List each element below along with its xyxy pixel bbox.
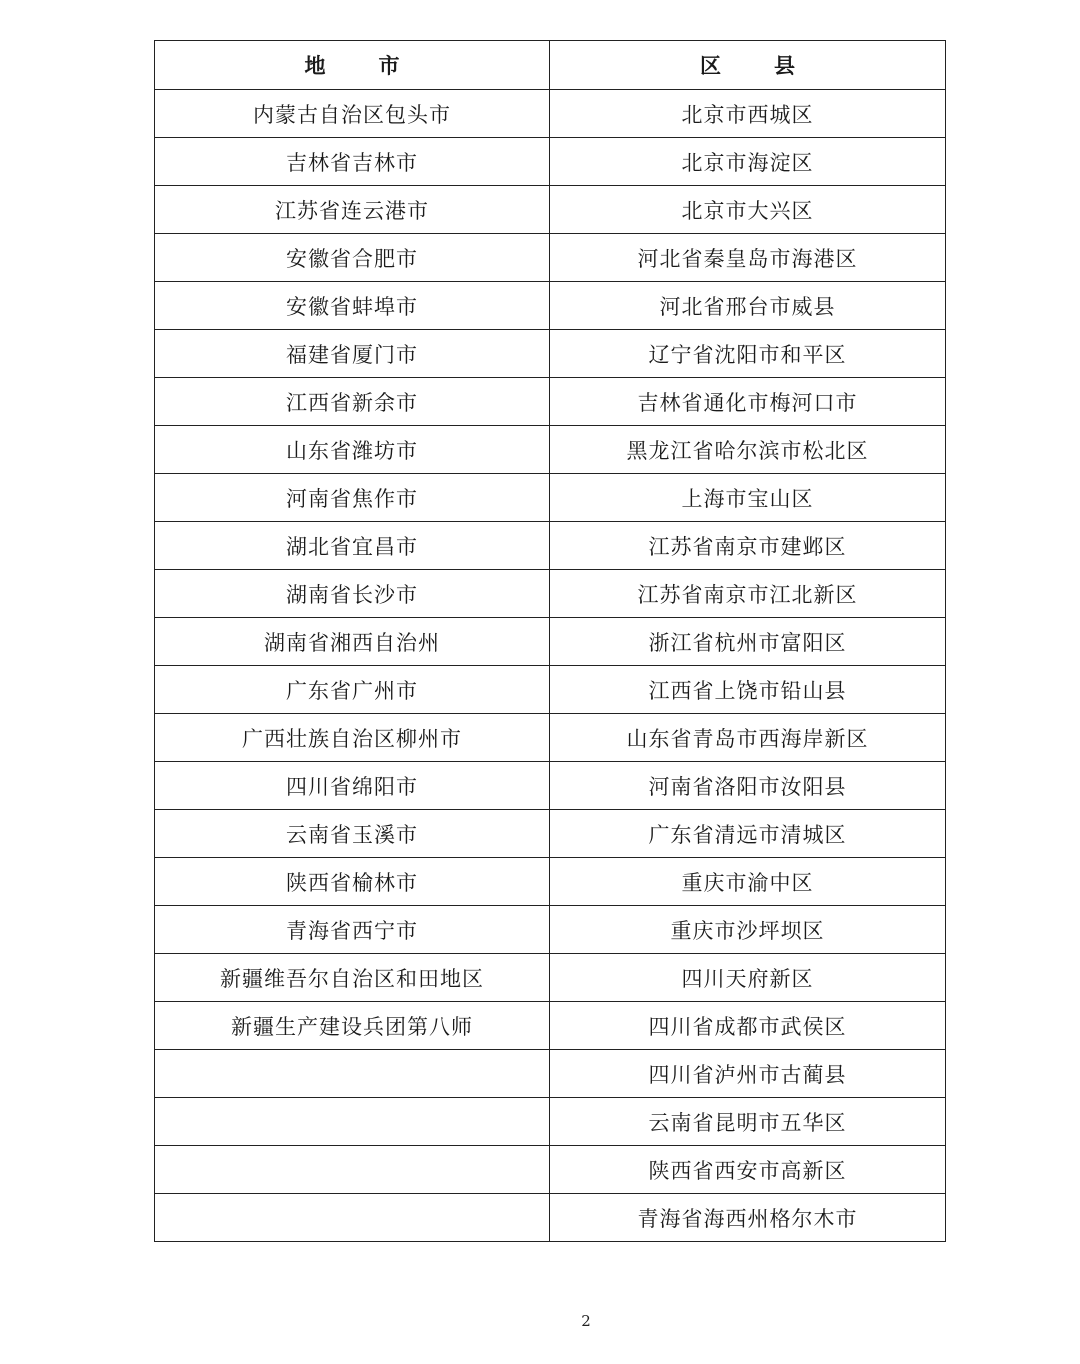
district-cell: 山东省青岛市西海岸新区 (550, 714, 946, 762)
city-cell: 湖南省长沙市 (155, 570, 550, 618)
city-cell: 江苏省连云港市 (155, 186, 550, 234)
district-cell: 北京市大兴区 (550, 186, 946, 234)
city-cell: 吉林省吉林市 (155, 138, 550, 186)
header-city: 地 市 (155, 41, 550, 90)
district-cell: 河南省洛阳市汝阳县 (550, 762, 946, 810)
table-row (155, 810, 946, 858)
district-cell: 上海市宝山区 (550, 474, 946, 522)
table-row (155, 234, 946, 282)
table-row (155, 570, 946, 618)
district-cell: 重庆市渝中区 (550, 858, 946, 906)
district-cell: 云南省昆明市五华区 (550, 1098, 946, 1146)
table-row (155, 186, 946, 234)
city-cell: 新疆生产建设兵团第八师 (155, 1002, 550, 1050)
header-district: 区 县 (550, 41, 946, 90)
city-cell (155, 1098, 550, 1146)
table-row (155, 522, 946, 570)
city-cell: 青海省西宁市 (155, 906, 550, 954)
city-cell: 湖南省湘西自治州 (155, 618, 550, 666)
city-cell: 江西省新余市 (155, 378, 550, 426)
city-cell: 河南省焦作市 (155, 474, 550, 522)
table-row (155, 714, 946, 762)
table-row (155, 1050, 946, 1098)
district-cell: 辽宁省沈阳市和平区 (550, 330, 946, 378)
district-cell: 广东省清远市清城区 (550, 810, 946, 858)
table-header (155, 41, 946, 90)
district-cell: 四川省成都市武侯区 (550, 1002, 946, 1050)
city-cell: 安徽省蚌埠市 (155, 282, 550, 330)
district-cell: 江苏省南京市建邺区 (550, 522, 946, 570)
table-row (155, 1098, 946, 1146)
city-cell (155, 1050, 550, 1098)
city-cell: 新疆维吾尔自治区和田地区 (155, 954, 550, 1002)
table-row (155, 618, 946, 666)
district-cell: 重庆市沙坪坝区 (550, 906, 946, 954)
city-cell: 广东省广州市 (155, 666, 550, 714)
table-body (155, 90, 946, 1242)
district-cell: 河北省秦皇岛市海港区 (550, 234, 946, 282)
table-row (155, 90, 946, 138)
city-cell: 福建省厦门市 (155, 330, 550, 378)
city-cell: 四川省绵阳市 (155, 762, 550, 810)
city-cell: 内蒙古自治区包头市 (155, 90, 550, 138)
table-row (155, 474, 946, 522)
table-header-row (155, 41, 946, 90)
district-cell: 北京市西城区 (550, 90, 946, 138)
district-cell: 四川省泸州市古蔺县 (550, 1050, 946, 1098)
city-cell: 广西壮族自治区柳州市 (155, 714, 550, 762)
table-row (155, 1146, 946, 1194)
district-cell: 四川天府新区 (550, 954, 946, 1002)
table-row (155, 1002, 946, 1050)
district-cell: 陕西省西安市高新区 (550, 1146, 946, 1194)
city-cell: 山东省潍坊市 (155, 426, 550, 474)
table-row (155, 1194, 946, 1242)
table-row (155, 954, 946, 1002)
table-row (155, 330, 946, 378)
district-cell: 江西省上饶市铅山县 (550, 666, 946, 714)
page-number: 2 (581, 1312, 591, 1330)
district-cell: 青海省海西州格尔木市 (550, 1194, 946, 1242)
city-cell (155, 1194, 550, 1242)
table-row (155, 282, 946, 330)
table-row (155, 858, 946, 906)
district-cell: 浙江省杭州市富阳区 (550, 618, 946, 666)
city-cell: 湖北省宜昌市 (155, 522, 550, 570)
district-cell: 河北省邢台市威县 (550, 282, 946, 330)
table-row (155, 906, 946, 954)
city-cell: 云南省玉溪市 (155, 810, 550, 858)
district-cell: 黑龙江省哈尔滨市松北区 (550, 426, 946, 474)
district-cell: 北京市海淀区 (550, 138, 946, 186)
district-cell: 江苏省南京市江北新区 (550, 570, 946, 618)
cities-districts-table (154, 40, 946, 1242)
table-row (155, 666, 946, 714)
table-row (155, 762, 946, 810)
city-cell: 安徽省合肥市 (155, 234, 550, 282)
table-row (155, 378, 946, 426)
district-cell: 吉林省通化市梅河口市 (550, 378, 946, 426)
city-cell (155, 1146, 550, 1194)
table-row (155, 138, 946, 186)
city-cell: 陕西省榆林市 (155, 858, 550, 906)
table-row (155, 426, 946, 474)
